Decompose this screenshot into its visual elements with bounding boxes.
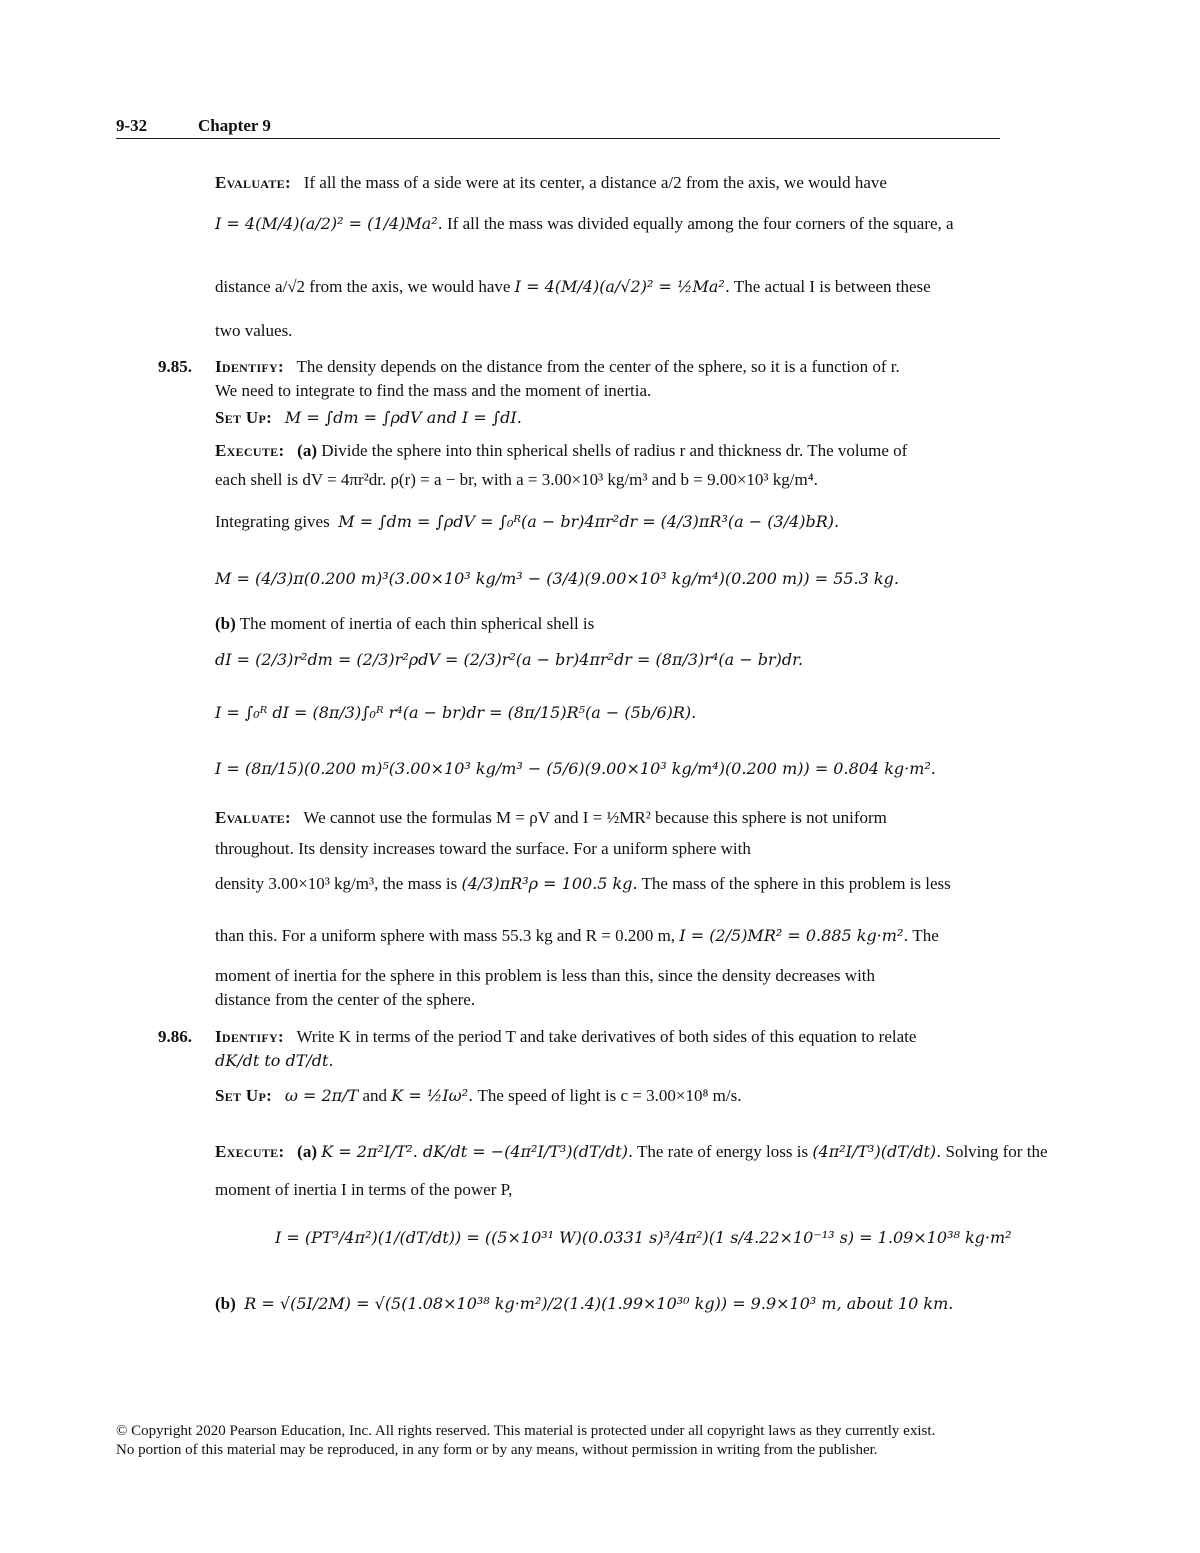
identify-equation: dK/dt to dT/dt. [215, 1051, 334, 1070]
integrating-text: Integrating gives [215, 512, 330, 531]
evaluate-text: distance a/√2 from the axis, we would have [215, 277, 511, 296]
equation-radius: R = √(5I/2M) = √(5(1.08×10³⁸ kg·m²)/2(1.4)(1.99×10³⁰ kg)) = 9.9×10³ m, about 10 km. [244, 1294, 954, 1313]
copyright-line2: No portion of this material may be reproduced, in any form or by any means, without permission in writing from the publisher. [116, 1442, 878, 1458]
evaluate-text: density 3.00×10³ kg/m³, the mass is [215, 874, 458, 893]
execute-text: Solving for the [945, 1142, 1048, 1161]
evaluate-985-line2: throughout. Its density increases toward the surface. For a uniform sphere with [215, 839, 751, 858]
evaluate-985-line3 [215, 872, 951, 896]
evaluate-985-line6: distance from the center of the sphere. [215, 990, 476, 1009]
execute-985 [215, 439, 907, 463]
setup-kinetic: K = ½Iω². [391, 1086, 474, 1105]
identify-985 [215, 355, 900, 379]
part-b-986 [215, 1292, 953, 1316]
evaluate-84-line4: two values. [215, 321, 293, 340]
equation-i-general [215, 701, 696, 725]
setup-and: and [362, 1086, 388, 1105]
execute-986-line2: moment of inertia I in terms of the power P, [215, 1180, 513, 1199]
setup-equation: M = ∫dm = ∫ρdV and I = ∫dI. [284, 408, 522, 427]
identify-text: Write K in terms of the period T and take derivatives of both sides of this equation to relate [296, 1027, 917, 1046]
part-b-text: The moment of inertia of each thin spherical shell is [239, 614, 595, 633]
equation-uniform-inertia: I = (2/5)MR² = 0.885 kg·m². [679, 926, 909, 945]
equation-di-text: dI = (2/3)r²dm = (2/3)r²ρdV = (2/3)r²(a − br)4πr²dr = (8π/3)r⁴(a − br)dr. [215, 650, 804, 669]
execute-label: Execute: [215, 1142, 285, 1161]
evaluate-84-line3 [215, 275, 931, 299]
part-b-label: (b) [215, 1294, 236, 1313]
execute-985-line2: each shell is dV = 4πr²dr. ρ(r) = a − br, with a = 3.00×10³ kg/m³ and b = 9.00×10³ kg/m⁴. [215, 470, 818, 489]
part-a-label: (a) [297, 441, 317, 460]
setup-text: The speed of light is c = 3.00×10⁸ m/s. [477, 1086, 742, 1105]
part-b-985 [215, 612, 594, 636]
part-a-label: (a) [297, 1142, 317, 1161]
execute-986 [215, 1140, 1048, 1164]
equation-kinetic-derivative: K = 2π²I/T². dK/dt = −(4π²I/T³)(dT/dt). [321, 1142, 634, 1161]
setup-985 [215, 406, 522, 430]
problem-number-986: 9.86. [158, 1027, 192, 1046]
equation-mass-value-text: M = (4/3)π(0.200 m)³(3.00×10³ kg/m³ − (3/4)(9.00×10³ kg/m⁴)(0.200 m)) = 55.3 kg. [215, 569, 899, 588]
equation-i-value [215, 757, 936, 781]
evaluate-text: than this. For a uniform sphere with mass 55.3 kg and R = 0.200 m, [215, 926, 676, 945]
equation-moment [275, 1226, 1012, 1250]
copyright-line1: © Copyright 2020 Pearson Education, Inc. All rights reserved. This material is protected under all copyright laws as they currently exist. [116, 1423, 936, 1439]
identify-text: The density depends on the distance from the center of the sphere, so it is a function of r. [296, 357, 900, 376]
evaluate-985 [215, 806, 887, 830]
evaluate-text: If all the mass was divided equally among the four corners of the square, a [447, 214, 954, 233]
equation-energy-loss: (4π²I/T³)(dT/dt). [812, 1142, 942, 1161]
evaluate-985-line4 [215, 924, 939, 948]
execute-text: Divide the sphere into thin spherical shells of radius r and thickness dr. The volume of [321, 441, 908, 460]
identify-986-line2 [215, 1049, 334, 1073]
evaluate-84-line1 [215, 171, 887, 195]
execute-text: The rate of energy loss is [637, 1142, 809, 1161]
execute-label: Execute: [215, 441, 285, 460]
integrating-985 [215, 510, 839, 534]
identify-label: Identify: [215, 1027, 284, 1046]
equation-di [215, 648, 803, 672]
identify-label: Identify: [215, 357, 284, 376]
identify-985-line2: We need to integrate to find the mass and the moment of inertia. [215, 381, 652, 400]
equation-i-general-text: I = ∫₀ᴿ dI = (8π/3)∫₀ᴿ r⁴(a − br)dr = (8π/15)R⁵(a − (5b/6)R). [215, 703, 697, 722]
setup-label: Set Up: [215, 408, 273, 427]
equation-mass-general: M = ∫dm = ∫ρdV = ∫₀ᴿ(a − br)4πr²dr = (4/3)πR³(a − (3/4)bR). [338, 512, 840, 531]
page-header [116, 114, 1000, 139]
copyright-footer [116, 1422, 935, 1460]
problem-number-985: 9.85. [158, 357, 192, 376]
evaluate-label: Evaluate: [215, 173, 291, 192]
evaluate-text: The mass of the sphere in this problem is less [641, 874, 951, 893]
evaluate-text: The actual I is between these [733, 277, 931, 296]
setup-omega: ω = 2π/T [284, 1086, 359, 1105]
setup-986 [215, 1084, 741, 1108]
evaluate-text: The [912, 926, 939, 945]
identify-986 [215, 1025, 916, 1049]
part-b-label: (b) [215, 614, 236, 633]
chapter-title: Chapter 9 [198, 116, 271, 135]
evaluate-text: We cannot use the formulas M = ρV and I = ½MR² because this sphere is not uniform [303, 808, 887, 827]
evaluate-text: If all the mass of a side were at its center, a distance a/2 from the axis, we would have [303, 173, 887, 192]
equation-i-center: I = 4(M/4)(a/2)² = (1/4)Ma². [215, 214, 443, 233]
equation-i-corners: I = 4(M/4)(a/√2)² = ½Ma². [514, 277, 730, 296]
evaluate-985-line5: moment of inertia for the sphere in this problem is less than this, since the density decreases with [215, 966, 876, 985]
equation-i-value-text: I = (8π/15)(0.200 m)⁵(3.00×10³ kg/m³ − (5/6)(9.00×10³ kg/m⁴)(0.200 m)) = 0.804 kg·m². [215, 759, 936, 778]
evaluate-84-line2 [215, 212, 954, 236]
equation-mass-value [215, 567, 899, 591]
equation-uniform-mass: (4/3)πR³ρ = 100.5 kg. [461, 874, 638, 893]
page-number: 9-32 [116, 116, 148, 135]
evaluate-label: Evaluate: [215, 808, 291, 827]
equation-moment-text: I = (PT³/4π²)(1/(dT/dt)) = ((5×10³¹ W)(0.0331 s)³/4π²)(1 s/4.22×10⁻¹³ s) = 1.09×10³⁸ kg·m² [275, 1228, 1012, 1247]
setup-label: Set Up: [215, 1086, 273, 1105]
